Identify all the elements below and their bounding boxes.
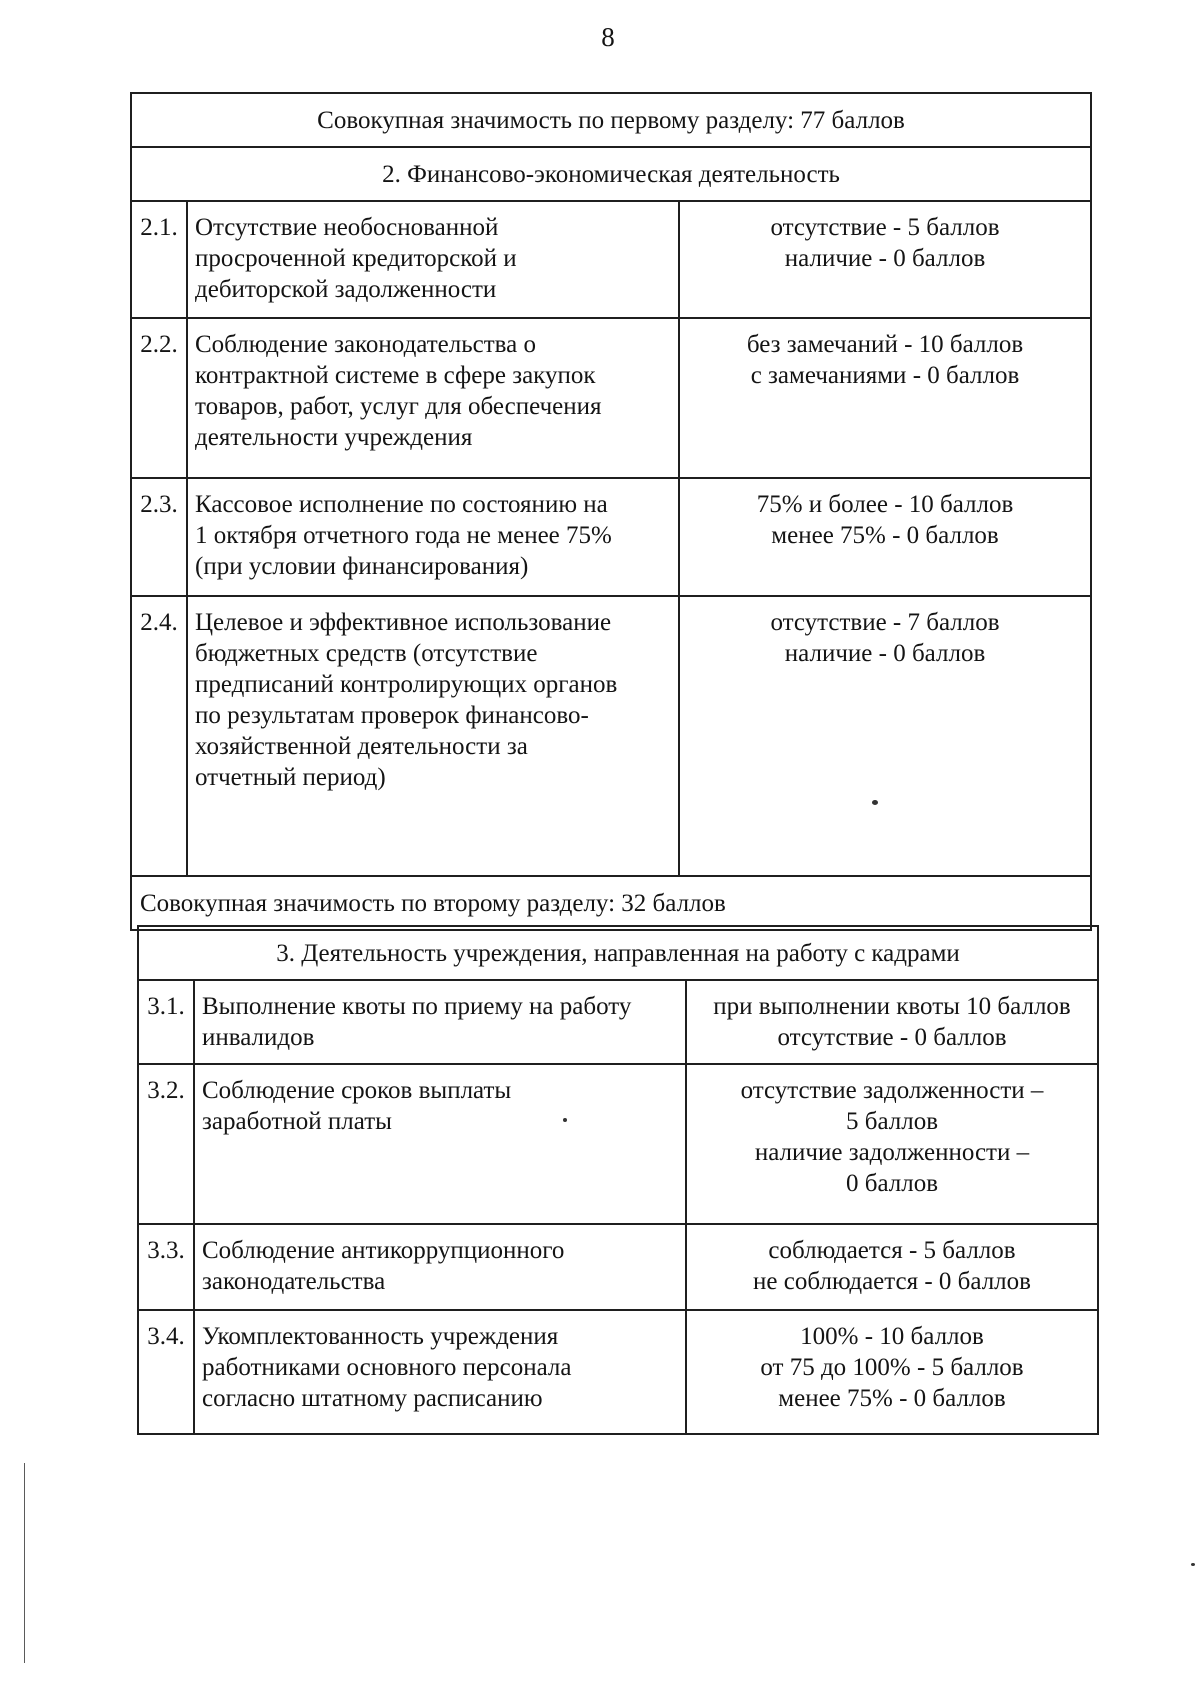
score-cell [686,980,1098,1064]
criterion-cell [194,1310,686,1434]
score-line: 0 баллов [845,1170,939,1197]
criterion-line: Целевое и эффективное использование [195,609,612,636]
criterion-line: Отсутствие необоснованной [195,214,499,241]
score-cell [679,596,1091,876]
score-line: наличие задолженности – [754,1139,1030,1166]
section1-total: Совокупная значимость по первому разделу: 77 баллов [131,93,1091,147]
scan-speck [563,1118,567,1122]
criterion-cell [194,980,686,1064]
row-number: 3.2. [138,1064,194,1224]
criterion-cell [187,478,679,596]
criterion-line: заработной платы [202,1108,392,1135]
table-row [131,318,1091,478]
section3-title: 3. Деятельность учреждения, направленная на работу с кадрами [138,926,1098,980]
criterion-line: Кассовое исполнение по состоянию на [195,491,608,518]
criterion-cell [187,318,679,478]
table-row [138,980,1098,1064]
page-number: 8 [601,22,615,52]
score-cell [686,1064,1098,1224]
score-line: от 75 до 100% - 5 баллов [760,1354,1024,1381]
criterion-line: Соблюдение законодательства о [195,331,536,358]
section3-title-row [138,926,1098,980]
criterion-line: предписаний контролирующих органов [195,671,618,698]
score-line: 5 баллов [845,1108,939,1135]
criteria-table-section-2 [130,92,1092,931]
row-number: 3.3. [138,1224,194,1310]
row-number: 3.1. [138,980,194,1064]
criterion-line: по результатам проверок финансово- [195,702,589,729]
scan-edge-line [24,1463,25,1663]
section2-total-row [131,876,1091,930]
criterion-line: (при условии финансирования) [195,553,529,580]
section2-total: Совокупная значимость по второму разделу: 32 баллов [131,876,1091,930]
score-line: наличие - 0 баллов [784,640,986,667]
score-line: с замечаниями - 0 баллов [750,362,1020,389]
criterion-cell [187,596,679,876]
row-number: 2.2. [131,318,187,478]
table-row [131,478,1091,596]
criterion-line: деятельности учреждения [195,424,473,451]
row-number: 2.3. [131,478,187,596]
score-line: отсутствие - 5 баллов [770,214,1000,241]
row-number: 2.1. [131,201,187,318]
score-line: 100% - 10 баллов [800,1323,984,1350]
score-line: отсутствие - 0 баллов [777,1024,1007,1051]
score-cell [679,318,1091,478]
criterion-line: просроченной кредиторской и [195,245,517,272]
score-line: менее 75% - 0 баллов [771,522,999,549]
criterion-line: работниками основного персонала [202,1354,572,1381]
score-cell [679,478,1091,596]
score-line: при выполнении квоты 10 баллов [713,993,1071,1020]
score-line: не соблюдается - 0 баллов [753,1268,1031,1295]
criterion-line: Соблюдение антикоррупционного [202,1237,565,1264]
criterion-line: 1 октября отчетного года не менее 75% [195,522,612,549]
score-cell [679,201,1091,318]
section2-title: 2. Финансово-экономическая деятельность [131,147,1091,201]
criterion-line: отчетный период) [195,764,386,791]
row-number: 3.4. [138,1310,194,1434]
criterion-cell [187,201,679,318]
criterion-line: хозяйственной деятельности за [195,733,528,760]
scan-speck [1191,1563,1195,1566]
criterion-line: Укомплектованность учреждения [202,1323,559,1350]
scan-speck [872,800,878,805]
table-row [138,1310,1098,1434]
criterion-line: товаров, работ, услуг для обеспечения [195,393,602,420]
row-number: 2.4. [131,596,187,876]
score-line: менее 75% - 0 баллов [778,1385,1006,1412]
score-cell [686,1224,1098,1310]
score-line: 75% и более - 10 баллов [756,491,1014,518]
criterion-line: инвалидов [202,1024,315,1051]
criterion-line: дебиторской задолженности [195,276,497,303]
score-line: наличие - 0 баллов [784,245,986,272]
score-cell [686,1310,1098,1434]
score-line: без замечаний - 10 баллов [746,331,1024,358]
section2-title-row [131,147,1091,201]
criterion-line: законодательства [202,1268,386,1295]
score-line: отсутствие задолженности – [740,1077,1044,1104]
criterion-line: бюджетных средств (отсутствие [195,640,538,667]
criteria-table-section-3 [137,925,1099,1435]
criterion-line: согласно штатному расписанию [202,1385,543,1412]
section1-total-row [131,93,1091,147]
criterion-line: Выполнение квоты по приему на работу [202,993,632,1020]
table-row [131,201,1091,318]
table-row [138,1224,1098,1310]
criterion-line: Соблюдение сроков выплаты [202,1077,512,1104]
score-line: отсутствие - 7 баллов [770,609,1000,636]
criterion-cell [194,1224,686,1310]
table-row [138,1064,1098,1224]
score-line: соблюдается - 5 баллов [768,1237,1016,1264]
criterion-cell [194,1064,686,1224]
criterion-line: контрактной системе в сфере закупок [195,362,596,389]
table-row [131,596,1091,876]
